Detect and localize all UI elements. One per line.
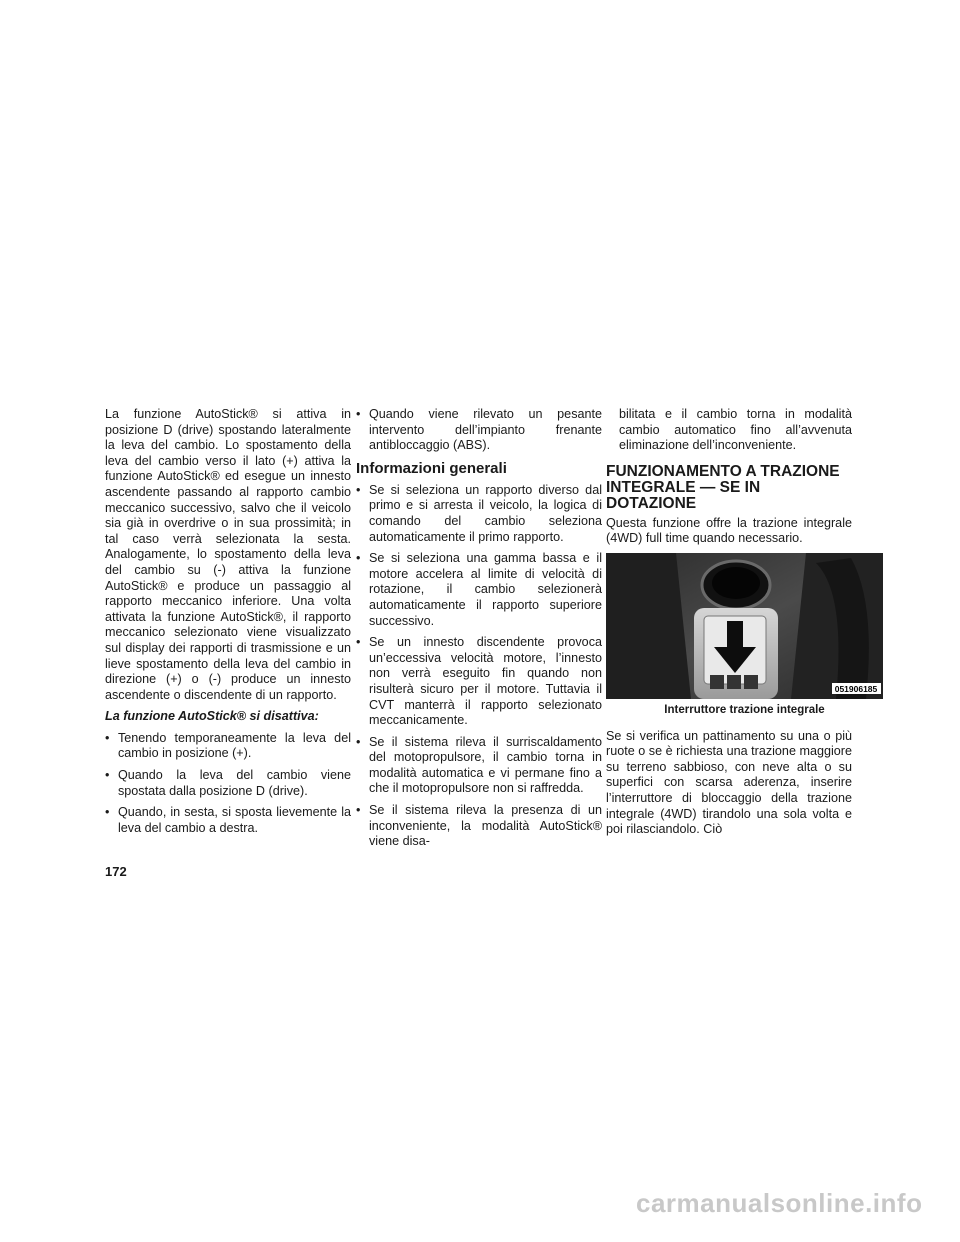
list-item: • Quando la leva del cambio viene spostata dalla posizione D (drive).: [105, 768, 351, 798]
section-heading-4wd: FUNZIONAMENTO A TRAZIONE INTEGRALE — SE IN DOTAZIONE: [606, 462, 840, 512]
middle-column: [356, 407, 602, 856]
deactivation-list-continued: [356, 407, 602, 454]
page-number: 172: [105, 864, 127, 879]
bullet-icon: •: [356, 734, 361, 749]
continuation-paragraph: bilitata e il cambio torna in modalità cambio automatico fino all’avvenuta eliminazione dell’inconveniente.: [619, 407, 852, 453]
bullet-icon: •: [105, 730, 110, 745]
bullet-icon: •: [105, 805, 110, 820]
4wd-body-paragraph: Se si verifica un pattinamento su una o più ruote o se è richiesta una trazione maggiore su terreno sabbioso, con neve alta o su superfici con scarsa aderenza, inserire l’interruttore di bloccaggio della trazione integrale (4WD) tirandolo una sola volta e poi rilasciandolo. Ciò: [606, 728, 852, 837]
bullet-icon: •: [105, 768, 110, 783]
autostick-intro-paragraph: La funzione AutoStick® si attiva in posizione D (drive) spostando lateralmente la leva del cambio. Lo spostamento della leva del cambio verso il lato (+) attiva la funzione AutoStick® ed esegue un innesto ascendente passando al rapporto cambio meccanico successivo, salvo che il veicolo sia già in overdrive o in sua prossimità; in tal caso verrà selezionata la sesta. Analogamente, lo spostamento della leva del cambio su (-) attiva la funzione AutoStick® e produce un passaggio al rapporto meccanico inferiore. Una volta attivata la funzione AutoStick®, il rapporto meccanico selezionato viene visualizzato sul display dei rapporti di trasmissione e un lieve spostamento della leva del cambio in direzione (+) o (-) produce un innesto ascendente o discendente di un rapporto.: [105, 407, 351, 702]
watermark: carmanualsonline.info: [636, 1188, 923, 1218]
autostick-deactivation-subhead: La funzione AutoStick® si disattiva:: [105, 709, 319, 724]
list-item: • Tenendo temporaneamente la leva del cambio in posizione (+).: [105, 730, 351, 761]
deactivation-list: [105, 731, 351, 837]
image-code-label: 051906185: [834, 683, 878, 694]
photo-caption: Interruttore trazione integrale: [664, 703, 825, 716]
bullet-icon: •: [356, 482, 361, 497]
bullet-icon: •: [356, 407, 361, 421]
console-illustration: [606, 553, 883, 699]
left-column: [105, 407, 351, 842]
list-item: • Quando, in sesta, si sposta lievemente la leva del cambio a destra.: [105, 805, 351, 835]
list-item: • Quando viene rilevato un pesante intervento dell’impianto frenante antibloccaggio (ABS).: [356, 407, 602, 453]
section-heading-general-info: Informazioni generali: [356, 459, 507, 477]
4wd-intro-paragraph: Questa funzione offre la trazione integrale (4WD) full time quando necessario.: [606, 515, 852, 546]
list-item: • Se il sistema rileva il surriscaldamento del motopropulsore, il cambio torna in modalità automatica e vi permane fino a che il motopropulsore non si raffredda.: [356, 734, 602, 796]
list-item: • Se il sistema rileva la presenza di un inconveniente, la modalità AutoStick® viene disa-: [356, 803, 602, 849]
bullet-icon: •: [356, 803, 361, 818]
list-item: • Se si seleziona una gamma bassa e il motore accelera al limite di velocità di rotazione, il cambio selezionerà automaticamente il rapporto superiore successivo.: [356, 551, 602, 628]
right-column: [606, 407, 878, 844]
list-item: • Se un innesto discendente provoca un’eccessiva velocità motore, l’innesto non verrà eseguito fin quando non risulterà sicuro per il motore. Tuttavia il CVT manterrà il rapporto selezionato meccanicamente.: [356, 635, 602, 728]
4wd-switch-photo: [606, 553, 883, 699]
list-item: • Se si seleziona un rapporto diverso dal primo e si arresta il veicolo, la logica di comando del cambio seleziona automaticamente il primo rapporto.: [356, 482, 602, 544]
bullet-icon: •: [356, 551, 361, 566]
bullet-icon: •: [356, 635, 361, 650]
general-info-list: [356, 483, 602, 850]
